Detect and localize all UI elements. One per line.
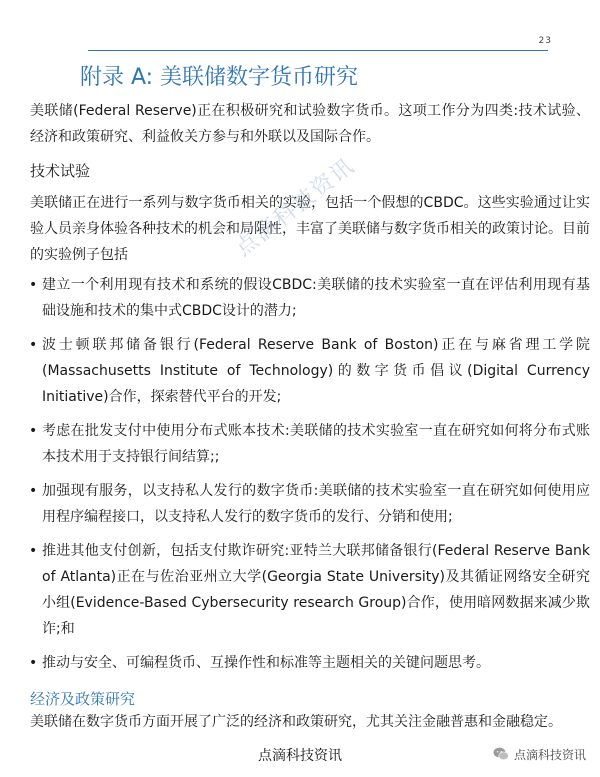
bullet-icon: •: [29, 483, 38, 499]
appendix-title: 附录 A: 美联储数字货币研究: [80, 65, 359, 90]
header-rule: [88, 50, 548, 51]
list-item: [30, 418, 590, 470]
list-item: [30, 650, 590, 676]
bullet-icon: •: [29, 277, 38, 293]
list-item: [30, 538, 590, 642]
wechat-icon: [492, 745, 510, 763]
intro-paragraph: 美联储(Federal Reserve)正在积极研究和试验数字货币。这项工作分为四类:技术试验、经济和政策研究、利益攸关方参与和外联以及国际合作。: [30, 103, 590, 145]
list-item: [30, 332, 590, 410]
list-item-text: 推进其他支付创新，包括支付欺诈研究:亚特兰大联邦储备银行(Federal Reserve Bank of Atlanta)正在与佐治亚州立大学(Georgia State University)及其循证网络安全研究小组(Evidence-Based Cybersecurity research Group)合作，使用暗网数据来减少欺诈;和: [42, 543, 590, 637]
list-item: [30, 272, 590, 324]
section-heading-econ-policy: 经济及政策研究: [30, 690, 136, 708]
page-footer: 点滴科技资讯: [258, 748, 342, 764]
econ-policy-paragraph: 美联储在数字货币方面开展了广泛的经济和政策研究，尤其关注金融普惠和金融稳定。: [30, 714, 562, 730]
bullet-icon: •: [29, 423, 38, 439]
wechat-badge: [492, 745, 586, 763]
bullet-icon: •: [29, 655, 38, 671]
wechat-label: 点滴科技资讯: [513, 747, 586, 762]
tech-trials-paragraph: 美联储正在进行一系列与数字货币相关的实验，包括一个假想的CBDC。这些实验通过让实验人员亲身体验各种技术的机会和局限性，丰富了美联储与数字货币相关的政策讨论。目前的实验例子包括: [30, 195, 590, 263]
watermark-text: 点滴科技资讯: [231, 153, 360, 262]
page-number: 23: [538, 36, 552, 46]
list-item: [30, 478, 590, 530]
list-item-text: 波士顿联邦储备银行(Federal Reserve Bank of Boston)正在与麻省理工学院(Massachusetts Institute of Technology)的数字货币倡议(Digital Currency Initiative)合作，探索替代平台的开发;: [42, 337, 590, 405]
list-item-text: 建立一个利用现有技术和系统的假设CBDC:美联储的技术实验室一直在评估利用现有基础设施和技术的集中式CBDC设计的潜力;: [42, 277, 590, 319]
bullet-icon: •: [29, 337, 38, 353]
list-item-text: 推动与安全、可编程货币、互操作性和标准等主题相关的关键问题思考。: [42, 655, 490, 671]
bullet-icon: •: [29, 543, 38, 559]
section-heading-tech-trials: 技术试验: [30, 162, 91, 180]
list-item-text: 加强现有服务，以支持私人发行的数字货币:美联储的技术实验室一直在研究如何使用应用程序编程接口，以支持私人发行的数字货币的发行、分销和使用;: [42, 483, 590, 525]
experiment-list: [30, 272, 590, 676]
list-item-text: 考虑在批发支付中使用分布式账本技术:美联储的技术实验室一直在研究如何将分布式账本技术用于支持银行间结算;;: [42, 423, 590, 465]
